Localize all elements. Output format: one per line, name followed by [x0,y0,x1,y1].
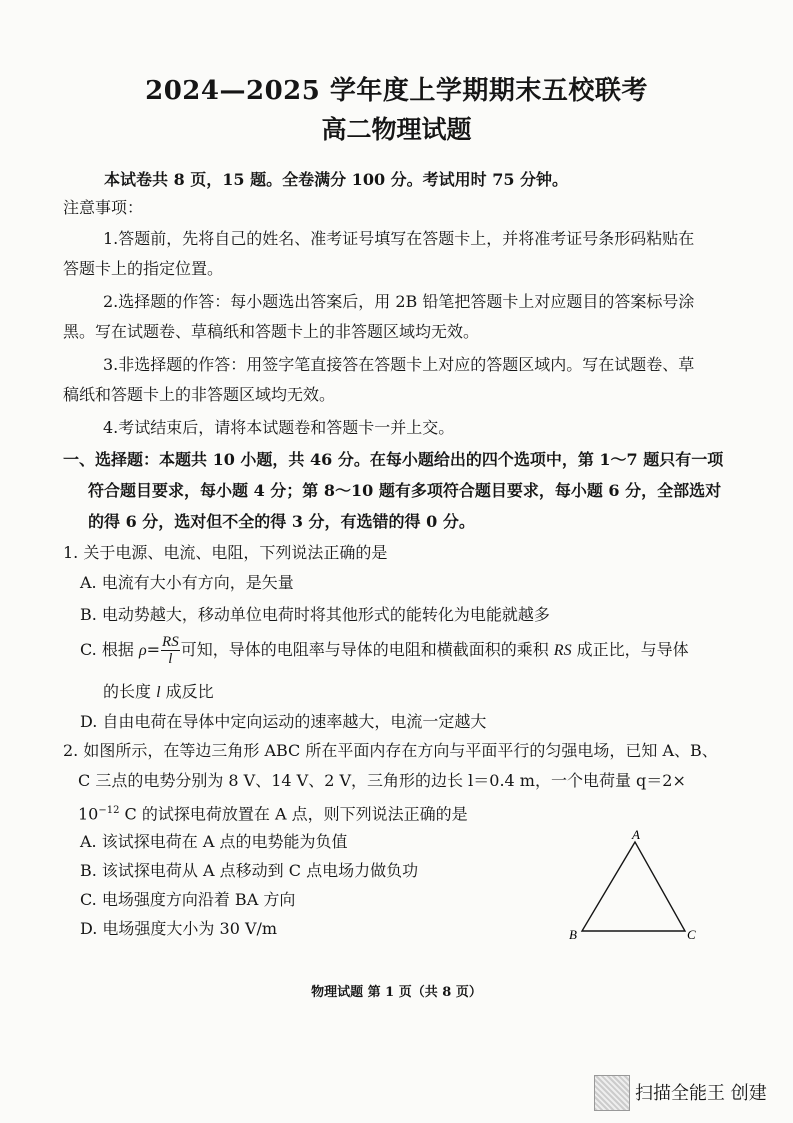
note-line: 答题卡上的指定位置。 [63,259,224,278]
vertex-label-c: C [687,927,696,942]
note-line: 稿纸和答题卡上的非答题区域均无效。 [63,385,336,404]
scanner-watermark: 扫描全能王 创建 [635,1083,767,1104]
exam-intro: 本试卷共 8 页，15 题。全卷满分 100 分。考试用时 75 分钟。 [104,170,569,189]
note-line: 1.答题前，先将自己的姓名、准考证号填写在答题卡上，并将准考证号条形码粘贴在 [103,229,695,248]
question-2-option-a: A. 该试探电荷在 A 点的电势能为负值 [80,832,348,851]
section-instructions: 符合题目要求，每小题 4 分；第 8～10 题有多项符合题目要求，每小题 6 分，全部选对 [88,481,722,500]
question-1-option-a: A. 电流有大小有方向，是矢量 [80,573,294,592]
exam-title: 2024—2025 学年度上学期期末五校联考 [145,76,648,106]
note-line: 3.非选择题的作答：用签字笔直接答在答题卡上对应的答题区域内。写在试题卷、草 [103,355,695,374]
resistivity-fraction: $\frac{RS}{l}$ [162,634,179,667]
page-footer: 物理试题 第 1 页（共 8 页） [311,985,482,1000]
question-2-stem: 2. 如图所示，在等边三角形 ABC 所在平面内存在方向与平面平行的匀强电场，已知 A、B、 [63,741,718,760]
vertex-label-b: B [569,927,577,942]
note-line: 黑。写在试题卷、草稿纸和答题卡上的非答题区域均无效。 [63,322,480,341]
section-heading: 一、选择题：本题共 10 小题，共 46 分。在每小题给出的四个选项中，第 1～7 题只有一项 [63,450,724,469]
note-line: 2.选择题的作答：每小题选出答案后，用 2B 铅笔把答题卡上对应题目的答案标号涂 [103,292,695,311]
question-1-option-d: D. 自由电荷在导体中定向运动的速率越大，电流一定越大 [80,712,487,731]
exam-subtitle: 高二物理试题 [321,115,472,144]
section-instructions: 的得 6 分，选对但不全的得 3 分，有选错的得 0 分。 [88,512,475,531]
question-2-option-b: B. 该试探电荷从 A 点移动到 C 点电场力做负功 [80,861,419,880]
question-2-stem-cont: C 三点的电势分别为 8 V、14 V、2 V，三角形的边长 l＝0.4 m，一个电荷量 q＝2× [78,771,686,790]
vertex-label-a: A [632,828,640,842]
question-1-stem: 1. 关于电源、电流、电阻，下列说法正确的是 [63,543,388,562]
question-2-option-c: C. 电场强度方向沿着 BA 方向 [80,890,296,909]
question-2-stem-cont: $10^{-12}$ C 的试探电荷放置在 A 点，则下列说法正确的是 [78,804,468,824]
notes-heading: 注意事项： [63,198,144,217]
scanner-logo-icon [594,1075,630,1111]
question-2-option-d: D. 电场强度大小为 30 V/m [80,919,278,938]
question-1-option-b: B. 电动势越大，移动单位电荷时将其他形式的能转化为电能就越多 [80,605,550,624]
question-1-option-c-cont: 的长度 l 成反比 [103,682,214,701]
note-line: 4.考试结束后，请将本试题卷和答题卡一并上交。 [103,418,455,437]
equilateral-triangle [582,842,685,931]
triangle-abc-figure [560,828,710,948]
question-1-option-c: C. 根据 ρ= $\frac{RS}{l}$ 可知，导体的电阻率与导体的电阻和横截面积的乘积 RS 成正比，与导体 [80,634,689,667]
